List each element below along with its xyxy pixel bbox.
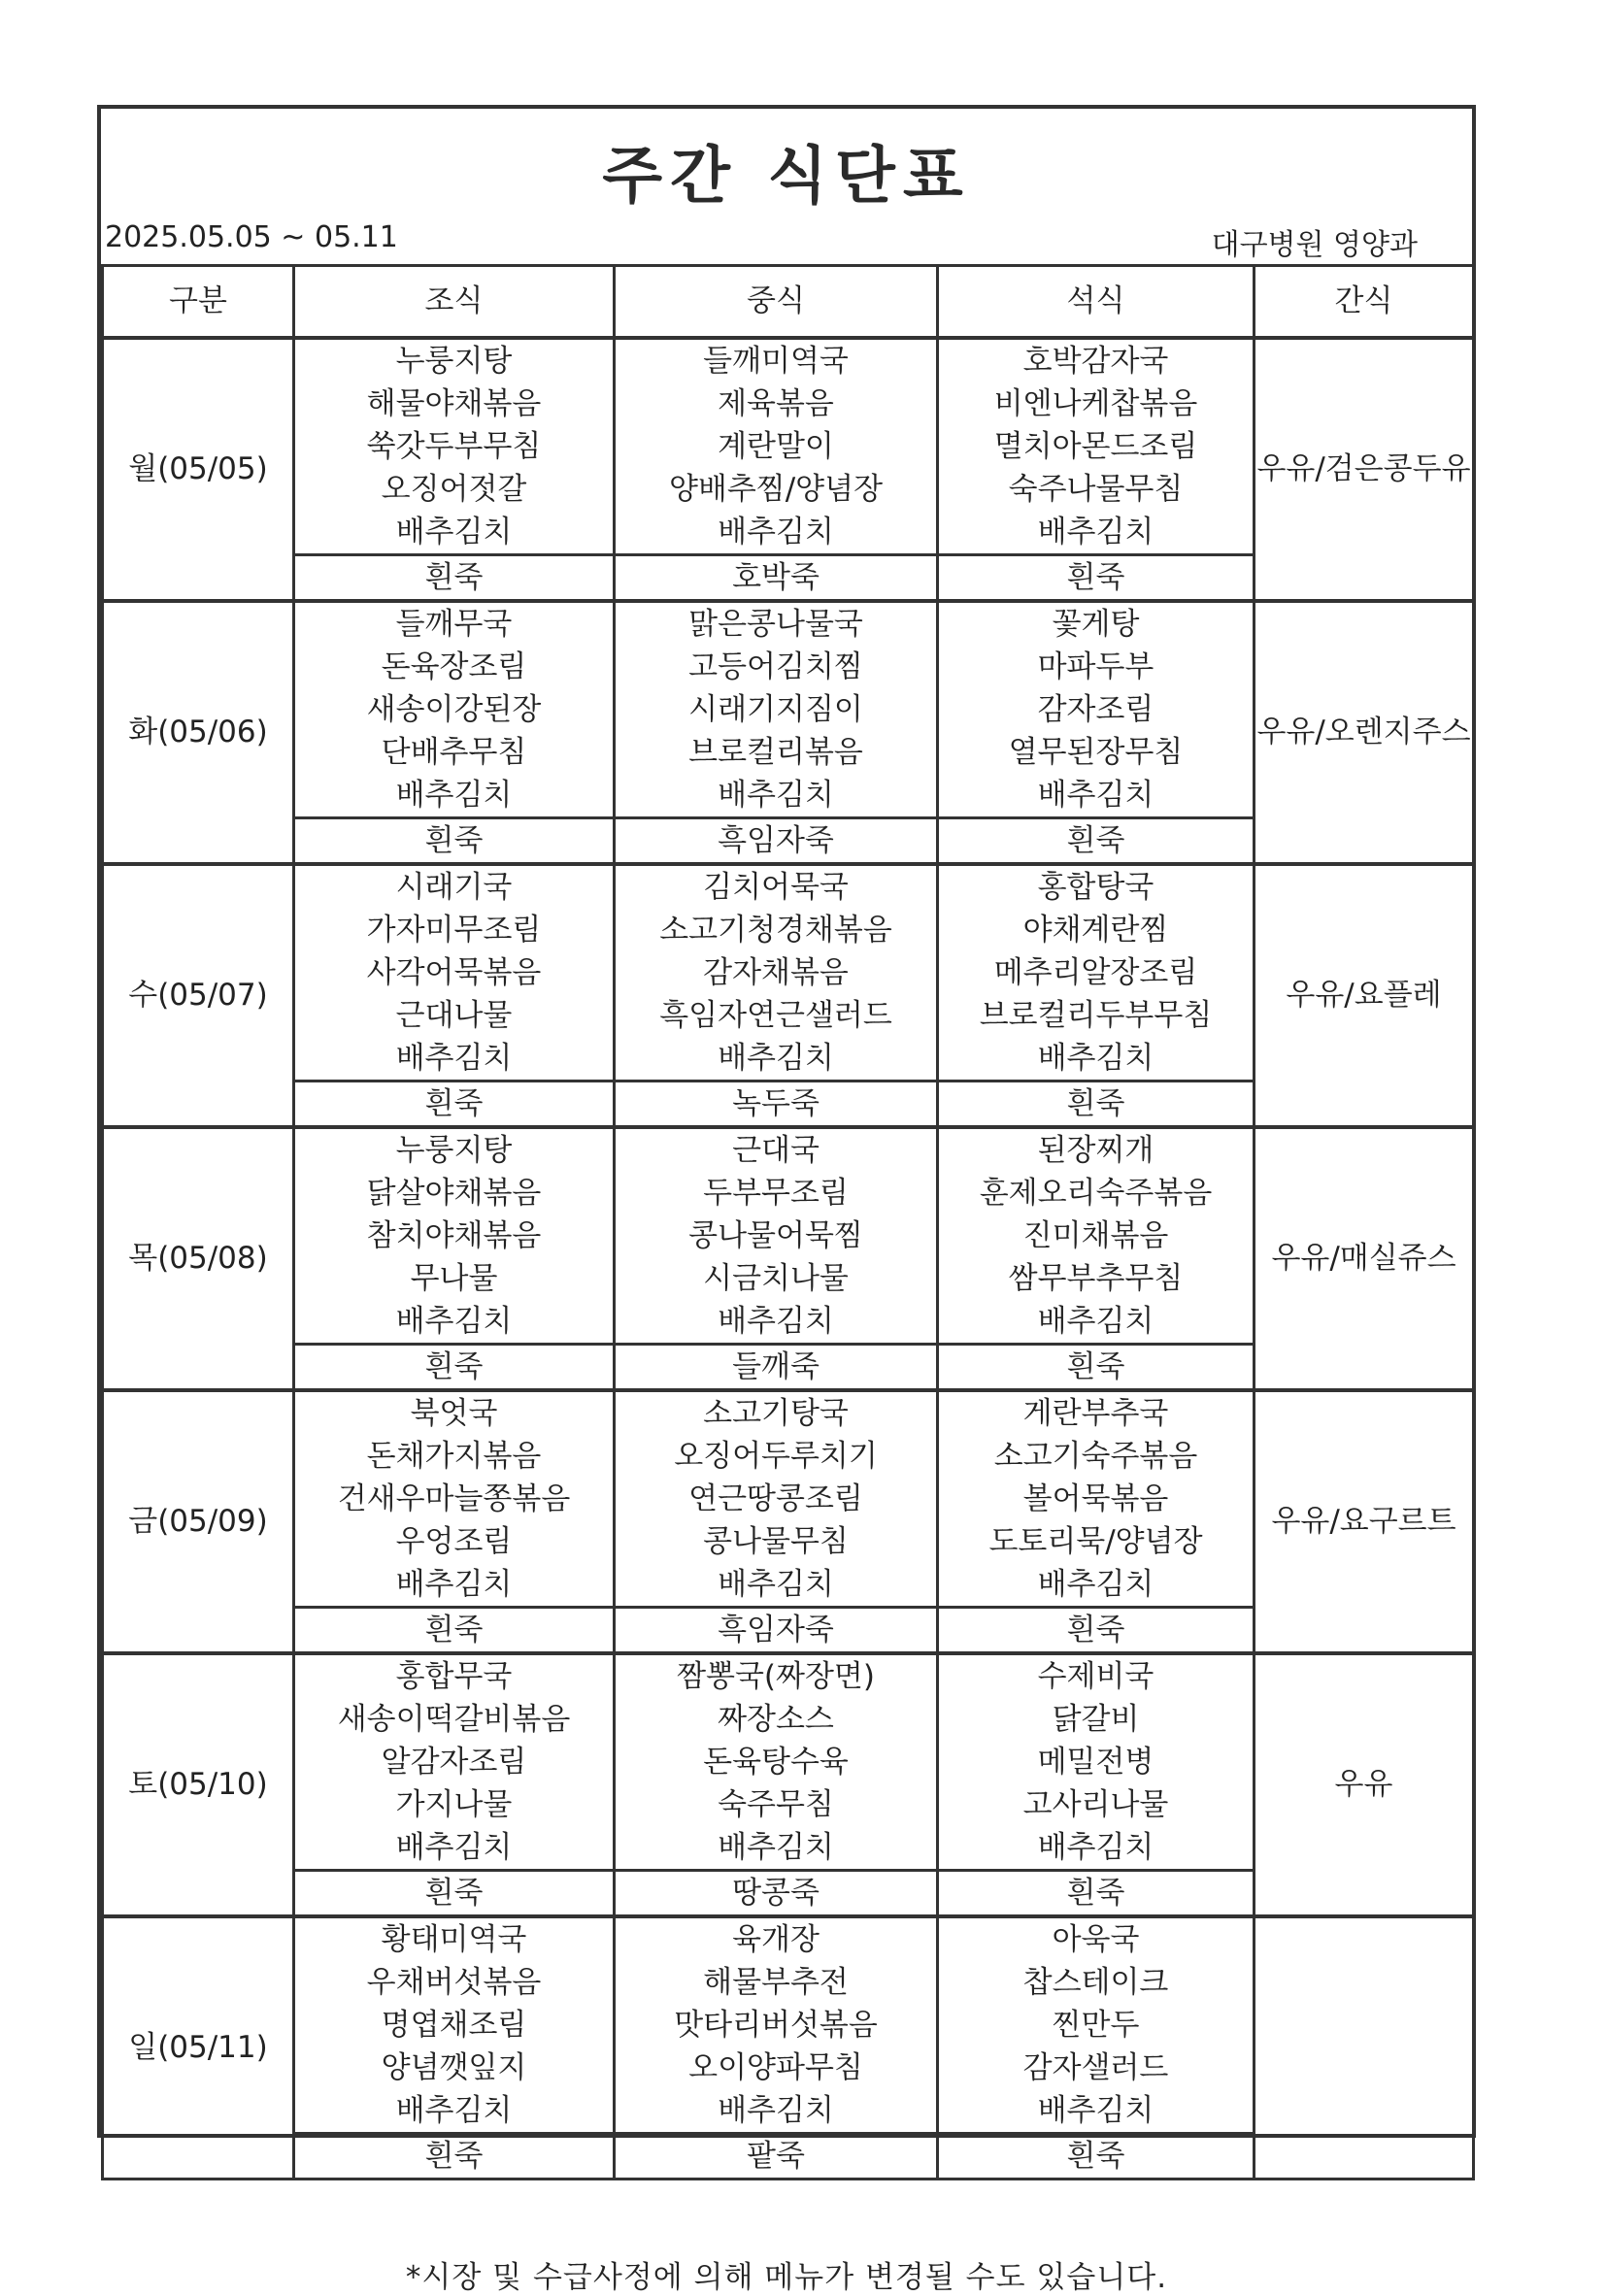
breakfast-cell [294, 1916, 615, 2134]
lunch-porridge: 녹두죽 [615, 1081, 938, 1127]
menu-item: 홍합무국 [395, 1658, 513, 1694]
menu-item: 해물야채볶음 [366, 385, 542, 421]
menu-item: 배추김치 [1037, 1040, 1154, 1076]
menu-item: 소고기청경채볶음 [659, 912, 892, 948]
snack-cell: 우유 [1255, 1653, 1474, 1916]
lunch-porridge: 땅콩죽 [615, 1870, 938, 1916]
menu-item: 아욱국 [1052, 1921, 1140, 1957]
breakfast-cell [294, 338, 615, 555]
menu-item: 배추김치 [395, 1566, 513, 1602]
menu-item: 흑임자연근샐러드 [659, 997, 892, 1033]
menu-item: 배추김치 [1037, 514, 1154, 549]
menu-item: 콩나물무침 [703, 1523, 849, 1559]
dinner-cell [938, 1916, 1255, 2134]
menu-item: 양배추찜/양념장 [668, 471, 884, 507]
menu-item: 닭살야채볶음 [366, 1175, 542, 1211]
menu-item: 배추김치 [1037, 1829, 1154, 1865]
menu-item: 브로컬리볶음 [688, 734, 863, 770]
menu-item: 시래기국 [395, 869, 513, 905]
lunch-cell [615, 1916, 938, 2134]
menu-item: 들깨무국 [395, 606, 513, 642]
menu-item: 누룽지탕 [395, 343, 513, 379]
menu-item: 들깨미역국 [703, 343, 849, 379]
menu-item: 배추김치 [718, 1040, 834, 1076]
menu-item: 도토리묵/양념장 [988, 1523, 1203, 1559]
breakfast-porridge: 흰죽 [294, 1081, 615, 1127]
breakfast-cell [294, 601, 615, 818]
breakfast-cell [294, 864, 615, 1081]
dinner-cell [938, 601, 1255, 818]
menu-item: 멸치아몬드조림 [993, 428, 1198, 464]
dinner-porridge: 흰죽 [938, 817, 1255, 864]
menu-item: 배추김치 [395, 2092, 513, 2128]
menu-item: 우엉조림 [395, 1523, 513, 1559]
day-row [103, 1390, 1474, 1608]
menu-item: 양념깻잎지 [381, 2049, 527, 2085]
lunch-cell [615, 864, 938, 1081]
breakfast-cell [294, 1653, 615, 1871]
snack-cell: 우유/오렌지주스 [1255, 601, 1474, 864]
menu-item: 돈육장조림 [381, 649, 527, 684]
lunch-cell [615, 1390, 938, 1608]
menu-body [103, 338, 1474, 2180]
menu-item: 배추김치 [718, 1303, 834, 1339]
day-row [103, 601, 1474, 818]
menu-item: 배추김치 [395, 1040, 513, 1076]
menu-item: 제육볶음 [718, 385, 834, 421]
menu-item: 오이양파무침 [688, 2049, 863, 2085]
dinner-cell [938, 1653, 1255, 1871]
breakfast-cell [294, 1127, 615, 1345]
menu-item: 감자샐러드 [1022, 2049, 1169, 2085]
lunch-cell [615, 601, 938, 818]
menu-item: 감자조림 [1037, 691, 1154, 727]
menu-item: 짬뽕국(짜장면) [677, 1658, 875, 1694]
menu-sheet [97, 105, 1476, 2295]
menu-item: 고등어김치찜 [688, 649, 863, 684]
header-lunch: 중식 [615, 266, 938, 338]
lunch-cell [615, 1127, 938, 1345]
menu-item: 메추리알장조림 [993, 954, 1198, 990]
dinner-cell [938, 338, 1255, 555]
menu-item: 메밀전병 [1037, 1744, 1154, 1780]
menu-item: 두부무조림 [703, 1175, 849, 1211]
day-label: 일(05/11) [103, 1916, 294, 2180]
day-label: 목(05/08) [103, 1127, 294, 1390]
lunch-porridge: 흑임자죽 [615, 817, 938, 864]
menu-item: 북엇국 [410, 1395, 498, 1431]
menu-item: 근대나물 [395, 997, 513, 1033]
snack-cell: 우유/매실쥬스 [1255, 1127, 1474, 1390]
menu-item: 배추김치 [718, 514, 834, 549]
menu-item: 볼어묵볶음 [1022, 1481, 1169, 1516]
menu-item: 근대국 [732, 1132, 820, 1168]
day-row [103, 1653, 1474, 1871]
menu-item: 배추김치 [395, 777, 513, 813]
menu-item: 배추김치 [395, 1303, 513, 1339]
snack-cell: 우유/요플레 [1255, 864, 1474, 1127]
breakfast-cell [294, 1390, 615, 1608]
menu-item: 쑥갓두부무침 [366, 428, 542, 464]
department-name: 대구병원 영양과 [1211, 228, 1418, 262]
menu-item: 알감자조림 [381, 1744, 527, 1780]
menu-item: 무나물 [410, 1260, 498, 1296]
menu-item: 홍합탕국 [1037, 869, 1154, 905]
weekly-menu-table [101, 264, 1472, 2174]
menu-item: 숙주나물무침 [1008, 471, 1184, 507]
lunch-cell [615, 338, 938, 555]
breakfast-porridge: 흰죽 [294, 1607, 615, 1653]
menu-item: 오징어두루치기 [674, 1438, 878, 1474]
dinner-cell [938, 1390, 1255, 1608]
menu-item: 맛타리버섯볶음 [674, 2007, 878, 2043]
day-label: 금(05/09) [103, 1390, 294, 1653]
header-dinner: 석식 [938, 266, 1255, 338]
menu-item: 소고기탕국 [703, 1395, 849, 1431]
breakfast-porridge: 흰죽 [294, 554, 615, 601]
snack-cell: 우유/검은콩두유 [1255, 338, 1474, 601]
dinner-cell [938, 1127, 1255, 1345]
dinner-porridge: 흰죽 [938, 2133, 1255, 2179]
menu-item: 누룽지탕 [395, 1132, 513, 1168]
header-snack: 간식 [1255, 266, 1474, 338]
header-row [103, 266, 1474, 338]
snack-cell [1255, 1916, 1474, 2180]
menu-item: 배추김치 [395, 514, 513, 549]
menu-item: 마파두부 [1037, 649, 1154, 684]
day-label: 수(05/07) [103, 864, 294, 1127]
dinner-porridge: 흰죽 [938, 1344, 1255, 1390]
dinner-porridge: 흰죽 [938, 554, 1255, 601]
lunch-porridge: 흑임자죽 [615, 1607, 938, 1653]
breakfast-porridge: 흰죽 [294, 1344, 615, 1390]
menu-item: 사각어묵볶음 [366, 954, 542, 990]
menu-item: 배추김치 [718, 1829, 834, 1865]
menu-item: 돈채가지볶음 [366, 1438, 542, 1474]
menu-item: 배추김치 [718, 2092, 834, 2128]
menu-item: 김치어묵국 [703, 869, 849, 905]
menu-item: 배추김치 [1037, 777, 1154, 813]
menu-item: 참치야채볶음 [366, 1217, 542, 1253]
day-label: 화(05/06) [103, 601, 294, 864]
menu-item: 찹스테이크 [1022, 1964, 1169, 2000]
lunch-cell [615, 1653, 938, 1871]
menu-item: 연근땅콩조림 [688, 1481, 863, 1516]
menu-item: 브로컬리두부무침 [979, 997, 1213, 1033]
breakfast-porridge: 흰죽 [294, 2133, 615, 2179]
menu-item: 돈육탕수육 [703, 1744, 849, 1780]
menu-item: 쌈무부추무침 [1008, 1260, 1184, 1296]
menu-item: 새송이강된장 [366, 691, 542, 727]
menu-item: 꽃게탕 [1052, 606, 1140, 642]
menu-item: 가자미무조림 [366, 912, 542, 948]
menu-item: 해물부추전 [703, 1964, 849, 2000]
day-label: 토(05/10) [103, 1653, 294, 1916]
menu-item: 배추김치 [1037, 1303, 1154, 1339]
menu-item: 맑은콩나물국 [688, 606, 863, 642]
menu-item: 시래기지짐이 [688, 691, 863, 727]
page-title: 주간 식단표 [602, 141, 971, 213]
header-breakfast: 조식 [294, 266, 615, 338]
menu-item: 된장찌개 [1037, 1132, 1154, 1168]
menu-item: 감자채볶음 [703, 954, 849, 990]
lunch-porridge: 호박죽 [615, 554, 938, 601]
menu-item: 숙주무침 [718, 1786, 834, 1822]
lunch-porridge: 들깨죽 [615, 1344, 938, 1390]
menu-item: 새송이떡갈비볶음 [337, 1701, 571, 1737]
menu-item: 닭갈비 [1052, 1701, 1140, 1737]
breakfast-porridge: 흰죽 [294, 817, 615, 864]
menu-item: 훈제오리숙주볶음 [979, 1175, 1213, 1211]
menu-item: 호박감자국 [1022, 343, 1169, 379]
menu-item: 가지나물 [395, 1786, 513, 1822]
menu-item: 명엽채조림 [381, 2007, 527, 2043]
menu-item: 우채버섯볶음 [366, 1964, 542, 2000]
footnote: *시장 및 수급사정에 의해 메뉴가 변경될 수도 있습니다. [405, 2260, 1168, 2295]
menu-item: 짜장소스 [718, 1701, 834, 1737]
menu-item: 비엔나케찹볶음 [993, 385, 1198, 421]
menu-item: 육개장 [732, 1921, 820, 1957]
menu-item: 고사리나물 [1022, 1786, 1169, 1822]
breakfast-porridge: 흰죽 [294, 1870, 615, 1916]
dinner-cell [938, 864, 1255, 1081]
menu-item: 찐만두 [1052, 2007, 1140, 2043]
menu-item: 배추김치 [1037, 1566, 1154, 1602]
menu-item: 오징어젓갈 [381, 471, 527, 507]
dinner-porridge: 흰죽 [938, 1607, 1255, 1653]
menu-item: 배추김치 [1037, 2092, 1154, 2128]
menu-item: 배추김치 [718, 777, 834, 813]
dinner-porridge: 흰죽 [938, 1081, 1255, 1127]
menu-item: 배추김치 [395, 1829, 513, 1865]
menu-item: 게란부추국 [1022, 1395, 1169, 1431]
day-row [103, 864, 1474, 1081]
lunch-porridge: 팥죽 [615, 2133, 938, 2179]
menu-item: 배추김치 [718, 1566, 834, 1602]
menu-item: 단배추무침 [381, 734, 527, 770]
day-row [103, 1916, 1474, 2134]
header-category: 구분 [103, 266, 294, 338]
menu-item: 소고기숙주볶음 [993, 1438, 1198, 1474]
menu-item: 시금치나물 [703, 1260, 849, 1296]
day-row [103, 1127, 1474, 1345]
date-range: 2025.05.05 ~ 05.11 [105, 220, 398, 254]
snack-cell: 우유/요구르트 [1255, 1390, 1474, 1653]
menu-item: 콩나물어묵찜 [688, 1217, 863, 1253]
menu-item: 수제비국 [1037, 1658, 1154, 1694]
menu-item: 야채계란찜 [1022, 912, 1169, 948]
dinner-porridge: 흰죽 [938, 1870, 1255, 1916]
menu-item: 황태미역국 [381, 1921, 527, 1957]
menu-item: 진미채볶음 [1022, 1217, 1169, 1253]
day-label: 월(05/05) [103, 338, 294, 601]
menu-item: 계란말이 [718, 428, 834, 464]
menu-item: 건새우마늘쫑볶음 [337, 1481, 571, 1516]
day-row [103, 338, 1474, 555]
menu-item: 열무된장무침 [1008, 734, 1184, 770]
